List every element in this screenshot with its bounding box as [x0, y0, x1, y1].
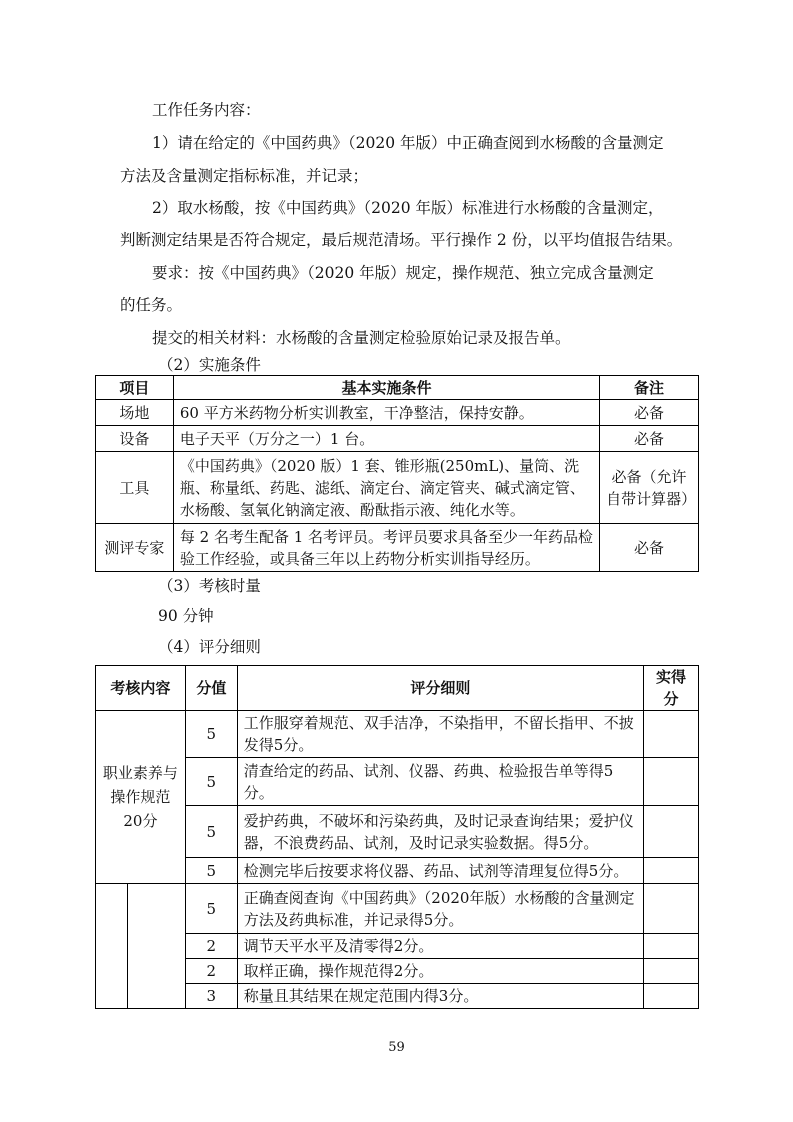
task-heading: 工作任务内容： [152, 101, 261, 119]
cell-rule: 正确查阅查询《中国药典》（2020年版）水杨酸的含量测定方法及药典标准，并记录得5分。 [237, 884, 643, 934]
cell-rule: 调节天平水平及清零得2分。 [237, 934, 643, 959]
table-header-row [96, 666, 699, 711]
cell-item: 场地 [96, 400, 174, 426]
table-row [96, 934, 699, 959]
cell-actual-score [644, 806, 699, 858]
cell-actual-score [644, 984, 699, 1009]
table-row [96, 959, 699, 984]
cell-actual-score [644, 711, 699, 758]
cell-note: 必备 [600, 426, 699, 452]
header-exam-content: 考核内容 [96, 666, 186, 711]
header-rule: 评分细则 [237, 666, 643, 711]
cell-rule: 称量且其结果在规定范围内得3分。 [237, 984, 643, 1009]
table-row [96, 984, 699, 1009]
cell-content: 每 2 名考生配备 1 名考评员。考评员要求具备至少一年药品检验工作经验，或具备三年以上药物分析实训指导经历。 [173, 524, 599, 572]
table-header-row [96, 376, 699, 400]
table-row [96, 400, 699, 426]
cell-rule: 取样正确，操作规范得2分。 [237, 959, 643, 984]
cell-score: 5 [185, 884, 237, 934]
table-row [96, 758, 699, 806]
cell-actual-score [644, 884, 699, 934]
header-note: 备注 [600, 376, 699, 400]
cell-rule: 清查给定的药品、试剂、仪器、药典、检验报告单等得5分。 [237, 758, 643, 806]
cell-actual-score [644, 934, 699, 959]
cell-actual-score [644, 858, 699, 884]
materials-line: 提交的相关材料：水杨酸的含量测定检验原始记录及报告单。 [152, 329, 571, 347]
cell-item: 测评专家 [96, 524, 174, 572]
cell-rule: 工作服穿着规范、双手洁净，不染指甲，不留长指甲、不披发得5分。 [237, 711, 643, 758]
table-row [96, 858, 699, 884]
header-item: 项目 [96, 376, 174, 400]
task-line2a: 2）取水杨酸，按《中国药典》（2020 年版）标准进行水杨酸的含量测定， [152, 199, 664, 217]
table-row [96, 884, 699, 934]
cell-actual-score [644, 959, 699, 984]
table-row [96, 524, 699, 572]
cell-score: 5 [185, 758, 237, 806]
cell-content: 电子天平（万分之一）1 台。 [173, 426, 599, 452]
scoring-table [95, 665, 699, 1009]
cell-item: 工具 [96, 452, 174, 524]
cell-score: 2 [185, 959, 237, 984]
cell-note: 必备 [600, 524, 699, 572]
table-row [96, 452, 699, 524]
header-actual-score: 实得分 [644, 666, 699, 711]
header-content: 基本实施条件 [173, 376, 599, 400]
requirement-line-a: 要求：按《中国药典》（2020 年版）规定，操作规范、独立完成含量测定 [152, 264, 654, 282]
section-4-title: （4）评分细则 [158, 638, 261, 656]
cell-note: 必备（允许自带计算器） [600, 452, 699, 524]
conditions-table [95, 375, 699, 572]
cell-item: 设备 [96, 426, 174, 452]
table-row [96, 426, 699, 452]
task-line2b: 判断测定结果是否符合规定，最后规范清场。平行操作 2 份，以平均值报告结果。 [120, 231, 683, 249]
cell-score: 5 [185, 806, 237, 858]
requirement-line-b: 的任务。 [120, 296, 183, 314]
group-professionalism-label: 职业素养与操作规范 20分 [96, 711, 186, 884]
section-2-title: （2）实施条件 [158, 356, 261, 374]
section-3-title: （3）考核时量 [158, 577, 261, 595]
cell-score: 5 [185, 711, 237, 758]
table-row [96, 806, 699, 858]
group-2-sublabel-cell [127, 884, 185, 1009]
cell-content: 60 平方米药物分析实训教室，干净整洁，保持安静。 [173, 400, 599, 426]
task-line1a: 1）请在给定的《中国药典》（2020 年版）中正确查阅到水杨酸的含量测定 [152, 134, 664, 152]
cell-rule: 爱护药典，不破坏和污染药典，及时记录查询结果；爱护仪器，不浪费药品、试剂，及时记录实验数据。得5分。 [237, 806, 643, 858]
cell-actual-score [644, 758, 699, 806]
page-number: 59 [388, 1040, 405, 1055]
cell-score: 5 [185, 858, 237, 884]
task-line1b: 方法及含量测定指标标准，并记录； [120, 167, 369, 185]
cell-score: 2 [185, 934, 237, 959]
group-2-label-cell [96, 884, 128, 1009]
cell-score: 3 [185, 984, 237, 1009]
table-row [96, 711, 699, 758]
cell-note: 必备 [600, 400, 699, 426]
header-score: 分值 [185, 666, 237, 711]
cell-content: 《中国药典》（2020 版）1 套、锥形瓶(250mL)、量筒、洗瓶、称量纸、药匙、滤纸、滴定台、滴定管夹、碱式滴定管、水杨酸、氢氧化钠滴定液、酚酞指示液、纯化水等。 [173, 452, 599, 524]
exam-duration: 90 分钟 [158, 607, 214, 625]
cell-rule: 检测完毕后按要求将仪器、药品、试剂等清理复位得5分。 [237, 858, 643, 884]
